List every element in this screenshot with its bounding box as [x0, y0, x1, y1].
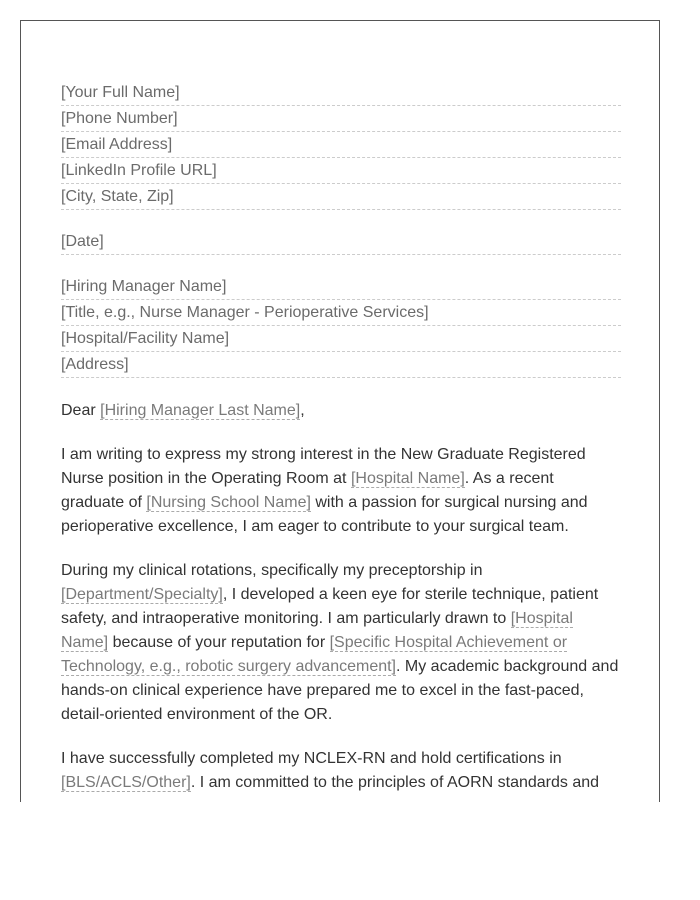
- paragraph-text: because of your reputation for: [108, 634, 330, 651]
- salutation-prefix: Dear: [61, 402, 101, 419]
- paragraph-text: . I am committed to the principles of AORN standards and: [190, 774, 600, 791]
- recipient-name-field[interactable]: [Hiring Manager Name]: [61, 275, 621, 300]
- sender-block: [61, 81, 621, 210]
- certifications-placeholder[interactable]: [BLS/ACLS/Other]: [61, 774, 191, 791]
- salutation: [61, 399, 621, 423]
- letter-content: [61, 81, 621, 802]
- salutation-placeholder[interactable]: [Hiring Manager Last Name]: [100, 402, 301, 419]
- paragraph-text: During my clinical rotations, specifically my preceptorship in: [61, 562, 483, 579]
- sender-name-field[interactable]: [Your Full Name]: [61, 81, 621, 106]
- recipient-facility-field[interactable]: [Hospital/Facility Name]: [61, 327, 621, 352]
- hospital-achievement-placeholder[interactable]: [Specific Hospital Achievement or Technology, e.g., robotic surgery advancement]: [61, 634, 568, 675]
- sender-email-field[interactable]: [Email Address]: [61, 133, 621, 158]
- body-paragraph-2: [61, 559, 621, 727]
- date-block: [61, 230, 621, 255]
- recipient-block: [61, 275, 621, 378]
- sender-location-field[interactable]: [City, State, Zip]: [61, 185, 621, 210]
- date-field[interactable]: [Date]: [61, 230, 621, 255]
- paragraph-text: , I developed a keen eye for sterile technique, patient safety, and intraoperative monitoring. I am particularly drawn to: [61, 586, 599, 627]
- salutation-suffix: ,: [300, 402, 305, 419]
- department-placeholder[interactable]: [Department/Specialty]: [61, 586, 223, 603]
- hospital-name-placeholder[interactable]: [Hospital Name]: [61, 610, 573, 651]
- paragraph-text: . My academic background and hands-on clinical experience have prepared me to excel in the fast-paced, detail-oriented environment of the OR.: [61, 658, 619, 723]
- hospital-name-placeholder[interactable]: [Hospital Name]: [350, 470, 465, 487]
- body-paragraph-1: [61, 443, 621, 539]
- body-paragraph-3: [61, 747, 621, 795]
- paragraph-text: I am writing to express my strong interest in the New Graduate Registered Nurse position in the Operating Room at: [61, 446, 586, 487]
- paragraph-text: I have successfully completed my NCLEX-RN and hold certifications in: [61, 750, 562, 767]
- sender-phone-field[interactable]: [Phone Number]: [61, 107, 621, 132]
- recipient-title-field[interactable]: [Title, e.g., Nurse Manager - Perioperative Services]: [61, 301, 621, 326]
- recipient-address-field[interactable]: [Address]: [61, 353, 621, 378]
- spacer: [61, 256, 621, 275]
- paragraph-text: with a passion for surgical nursing and perioperative excellence, I am eager to contribute to your surgical team.: [61, 494, 588, 535]
- sender-linkedin-field[interactable]: [LinkedIn Profile URL]: [61, 159, 621, 184]
- nursing-school-placeholder[interactable]: [Nursing School Name]: [146, 494, 311, 511]
- paragraph-text: . As a recent graduate of: [61, 470, 554, 511]
- letter-page: [20, 20, 660, 802]
- spacer: [61, 211, 621, 230]
